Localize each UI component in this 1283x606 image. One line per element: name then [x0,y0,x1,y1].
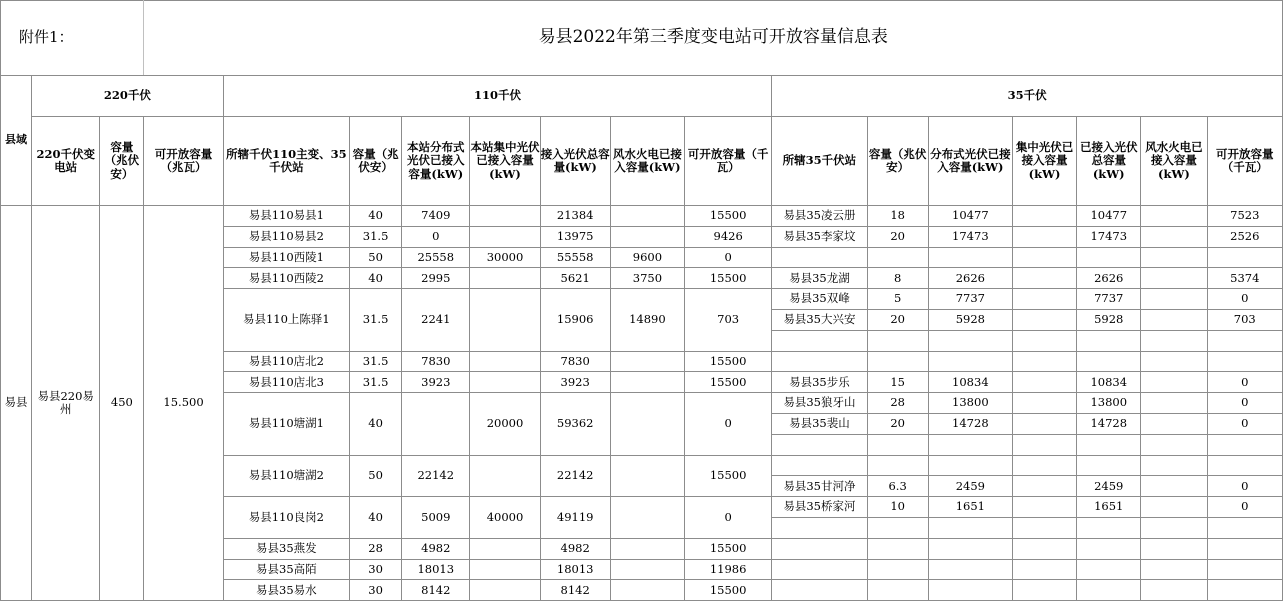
row35-open [1207,517,1282,538]
row110-station: 易县110西陵2 [223,268,349,289]
row35-open [1207,247,1282,268]
group-header-35kv: 35千伏 [772,76,1283,117]
row35-dist-pv: 10834 [928,372,1012,393]
row35-total-pv [1077,434,1141,455]
header-110-open: 可开放容量（千瓦） [685,117,772,206]
row35-open: 0 [1207,413,1282,434]
row35-capacity [867,538,928,559]
row110-wind-hydro [610,351,684,372]
row35-central-pv [1012,206,1076,227]
row110-central-pv: 40000 [470,497,540,539]
row35-open: 0 [1207,476,1282,497]
row110-central-pv [470,559,540,580]
row110-central-pv [470,538,540,559]
row110-total-pv: 18013 [540,559,610,580]
row110-total-pv: 21384 [540,206,610,227]
row35-capacity [867,351,928,372]
row110-total-pv: 13975 [540,226,610,247]
row110-open: 15500 [685,206,772,227]
row110-dist-pv: 3923 [402,372,470,393]
row35-total-pv [1077,330,1141,351]
row35-dist-pv [928,580,1012,601]
row35-open: 2526 [1207,226,1282,247]
row110-dist-pv: 7830 [402,351,470,372]
row35-capacity: 6.3 [867,476,928,497]
row35-station: 易县35步乐 [772,372,867,393]
row35-dist-pv [928,538,1012,559]
row110-open: 15500 [685,580,772,601]
row35-open: 0 [1207,497,1282,518]
header-110-dist-pv: 本站分布式光伏已接入容量(kW) [402,117,470,206]
row35-capacity [867,580,928,601]
row110-capacity: 40 [350,206,402,227]
row110-capacity: 28 [350,538,402,559]
row35-open [1207,351,1282,372]
row110-dist-pv: 2995 [402,268,470,289]
row35-central-pv [1012,476,1076,497]
row35-capacity: 28 [867,393,928,414]
row35-open: 5374 [1207,268,1282,289]
row110-total-pv: 15906 [540,289,610,351]
row110-open: 0 [685,247,772,268]
row35-capacity: 5 [867,289,928,310]
row35-central-pv [1012,434,1076,455]
row35-capacity: 10 [867,497,928,518]
row35-wind-hydro [1141,455,1207,476]
row35-capacity: 20 [867,309,928,330]
row35-central-pv [1012,497,1076,518]
row110-capacity: 30 [350,559,402,580]
row35-station [772,455,867,476]
header-110-wind-hydro: 风水火电已接入容量(kW) [610,117,684,206]
row35-wind-hydro [1141,372,1207,393]
station-220-capacity: 450 [100,206,144,601]
row35-open: 0 [1207,289,1282,310]
row35-dist-pv [928,455,1012,476]
row35-capacity [867,330,928,351]
row35-central-pv [1012,372,1076,393]
row35-station [772,330,867,351]
row35-total-pv [1077,559,1141,580]
row35-wind-hydro [1141,268,1207,289]
row35-wind-hydro [1141,538,1207,559]
row35-total-pv: 14728 [1077,413,1141,434]
row110-capacity: 50 [350,247,402,268]
row35-central-pv [1012,330,1076,351]
row35-total-pv [1077,538,1141,559]
row110-station: 易县110塘湖1 [223,393,349,455]
row110-wind-hydro [610,538,684,559]
row35-open: 0 [1207,372,1282,393]
header-35-total-pv: 已接入光伏总容量(kW) [1077,117,1141,206]
row35-dist-pv: 17473 [928,226,1012,247]
row35-wind-hydro [1141,559,1207,580]
row35-dist-pv [928,247,1012,268]
row110-station: 易县110西陵1 [223,247,349,268]
row110-wind-hydro [610,559,684,580]
row35-central-pv [1012,351,1076,372]
page-title: 易县2022年第三季度变电站可开放容量信息表 [144,1,1283,76]
row110-capacity: 50 [350,455,402,497]
row35-wind-hydro [1141,476,1207,497]
row110-central-pv [470,289,540,351]
row110-dist-pv: 8142 [402,580,470,601]
row35-dist-pv: 2459 [928,476,1012,497]
row35-capacity [867,559,928,580]
station-220-name: 易县220易州 [32,206,100,601]
row35-central-pv [1012,455,1076,476]
row110-central-pv [470,268,540,289]
row35-open: 7523 [1207,206,1282,227]
row110-station: 易县110易县2 [223,226,349,247]
row110-wind-hydro [610,206,684,227]
row110-central-pv [470,372,540,393]
row35-central-pv [1012,559,1076,580]
row110-dist-pv: 18013 [402,559,470,580]
row110-station: 易县110店北2 [223,351,349,372]
row35-station [772,517,867,538]
row35-dist-pv [928,351,1012,372]
row110-open: 11986 [685,559,772,580]
row35-station: 易县35李家坟 [772,226,867,247]
row110-dist-pv: 0 [402,226,470,247]
row35-wind-hydro [1141,226,1207,247]
row35-total-pv: 5928 [1077,309,1141,330]
row110-capacity: 40 [350,393,402,455]
station-220-open-capacity: 15.500 [144,206,223,601]
row35-dist-pv [928,517,1012,538]
row35-dist-pv: 5928 [928,309,1012,330]
row35-total-pv: 10834 [1077,372,1141,393]
row35-dist-pv [928,434,1012,455]
row35-station [772,580,867,601]
row35-central-pv [1012,580,1076,601]
row110-open: 0 [685,497,772,539]
row35-central-pv [1012,413,1076,434]
row110-capacity: 31.5 [350,351,402,372]
row110-total-pv: 4982 [540,538,610,559]
row35-central-pv [1012,538,1076,559]
row35-capacity [867,247,928,268]
row35-station: 易县35桥家河 [772,497,867,518]
row110-open: 703 [685,289,772,351]
row35-dist-pv: 2626 [928,268,1012,289]
row110-central-pv [470,206,540,227]
row110-open: 15500 [685,372,772,393]
row110-open: 15500 [685,455,772,497]
row110-open: 0 [685,393,772,455]
row110-capacity: 30 [350,580,402,601]
row35-capacity: 8 [867,268,928,289]
row35-total-pv [1077,247,1141,268]
row35-capacity: 20 [867,413,928,434]
row35-total-pv: 13800 [1077,393,1141,414]
row35-wind-hydro [1141,434,1207,455]
row35-total-pv: 2459 [1077,476,1141,497]
row110-dist-pv: 2241 [402,289,470,351]
row110-capacity: 31.5 [350,372,402,393]
row110-wind-hydro [610,372,684,393]
row110-station: 易县110店北3 [223,372,349,393]
header-35-wind-hydro: 风水火电已接入容量(kW) [1141,117,1207,206]
header-35-central-pv: 集中光伏已接入容量(kW) [1012,117,1076,206]
row35-open [1207,330,1282,351]
header-110-capacity: 容量（兆伏安） [350,117,402,206]
row35-wind-hydro [1141,497,1207,518]
row110-open: 15500 [685,268,772,289]
row35-wind-hydro [1141,330,1207,351]
row110-station: 易县35易水 [223,580,349,601]
row35-dist-pv: 10477 [928,206,1012,227]
row35-open [1207,559,1282,580]
header-220-station: 220千伏变电站 [32,117,100,206]
row110-total-pv: 49119 [540,497,610,539]
row35-total-pv: 7737 [1077,289,1141,310]
row35-central-pv [1012,289,1076,310]
row35-total-pv [1077,580,1141,601]
header-35-open: 可开放容量（千瓦） [1207,117,1282,206]
row110-dist-pv: 5009 [402,497,470,539]
row35-total-pv: 1651 [1077,497,1141,518]
group-header-110kv: 110千伏 [223,76,772,117]
row110-wind-hydro [610,580,684,601]
row35-central-pv [1012,517,1076,538]
row35-wind-hydro [1141,309,1207,330]
header-220-capacity: 容量（兆伏安） [100,117,144,206]
row110-station: 易县110良岗2 [223,497,349,539]
row110-wind-hydro: 9600 [610,247,684,268]
row110-total-pv: 8142 [540,580,610,601]
row35-capacity: 18 [867,206,928,227]
row110-dist-pv [402,393,470,455]
row110-central-pv [470,580,540,601]
row35-open [1207,455,1282,476]
row35-wind-hydro [1141,517,1207,538]
row110-wind-hydro [610,497,684,539]
row110-total-pv: 3923 [540,372,610,393]
row110-wind-hydro: 14890 [610,289,684,351]
row110-open: 9426 [685,226,772,247]
row110-open: 15500 [685,351,772,372]
row35-station [772,351,867,372]
row110-wind-hydro [610,226,684,247]
row110-dist-pv: 4982 [402,538,470,559]
row35-total-pv [1077,351,1141,372]
row35-total-pv: 17473 [1077,226,1141,247]
row35-wind-hydro [1141,351,1207,372]
row35-central-pv [1012,393,1076,414]
row35-dist-pv [928,559,1012,580]
row35-capacity: 15 [867,372,928,393]
row35-station [772,247,867,268]
row110-total-pv: 22142 [540,455,610,497]
row35-open [1207,434,1282,455]
row35-wind-hydro [1141,247,1207,268]
row35-station: 易县35大兴安 [772,309,867,330]
row35-wind-hydro [1141,413,1207,434]
row110-station: 易县110易县1 [223,206,349,227]
row110-capacity: 40 [350,268,402,289]
header-220-open: 可开放容量（兆瓦） [144,117,223,206]
row35-capacity [867,517,928,538]
row110-capacity: 31.5 [350,226,402,247]
row35-station [772,538,867,559]
row35-wind-hydro [1141,289,1207,310]
row110-central-pv [470,226,540,247]
row35-dist-pv: 14728 [928,413,1012,434]
row110-total-pv: 59362 [540,393,610,455]
row35-total-pv [1077,455,1141,476]
row35-station: 易县35狼牙山 [772,393,867,414]
annex-label: 附件1： [1,1,144,76]
row110-station: 易县35燕发 [223,538,349,559]
county-name: 易县 [1,206,32,601]
row110-station: 易县110上陈驿1 [223,289,349,351]
header-35-capacity: 容量（兆伏安） [867,117,928,206]
row35-dist-pv: 13800 [928,393,1012,414]
row110-dist-pv: 7409 [402,206,470,227]
header-110-central-pv: 本站集中光伏已接入容量(kW) [470,117,540,206]
row110-total-pv: 55558 [540,247,610,268]
row110-station: 易县110塘湖2 [223,455,349,497]
row35-capacity [867,434,928,455]
row35-dist-pv: 1651 [928,497,1012,518]
row35-total-pv: 2626 [1077,268,1141,289]
row35-station: 易县35凌云册 [772,206,867,227]
header-35-station: 所辖35千伏站 [772,117,867,206]
header-110-station: 所辖千伏110主变、35千伏站 [223,117,349,206]
table-row [1,206,1283,227]
row35-station: 易县35甘河净 [772,476,867,497]
group-header-220kv: 220千伏 [32,76,224,117]
row110-wind-hydro: 3750 [610,268,684,289]
row110-wind-hydro [610,393,684,455]
row35-capacity: 20 [867,226,928,247]
row35-central-pv [1012,226,1076,247]
county-header: 县域 [1,76,32,206]
row35-open: 0 [1207,393,1282,414]
row35-open [1207,580,1282,601]
row35-open [1207,538,1282,559]
row35-open: 703 [1207,309,1282,330]
row35-total-pv: 10477 [1077,206,1141,227]
row110-dist-pv: 25558 [402,247,470,268]
row110-open: 15500 [685,538,772,559]
row110-capacity: 31.5 [350,289,402,351]
row110-total-pv: 7830 [540,351,610,372]
row35-station: 易县35裴山 [772,413,867,434]
row35-station: 易县35双峰 [772,289,867,310]
header-35-dist-pv: 分布式光伏已接入容量(kW) [928,117,1012,206]
row35-total-pv [1077,517,1141,538]
row110-total-pv: 5621 [540,268,610,289]
row35-station [772,559,867,580]
row35-wind-hydro [1141,393,1207,414]
row110-central-pv [470,351,540,372]
row35-station: 易县35龙湖 [772,268,867,289]
row110-central-pv: 30000 [470,247,540,268]
row35-dist-pv [928,330,1012,351]
row35-central-pv [1012,309,1076,330]
row35-dist-pv: 7737 [928,289,1012,310]
row110-dist-pv: 22142 [402,455,470,497]
row35-central-pv [1012,247,1076,268]
row110-station: 易县35高陌 [223,559,349,580]
row35-central-pv [1012,268,1076,289]
header-110-total-pv: 接入光伏总容量(kW) [540,117,610,206]
row35-wind-hydro [1141,206,1207,227]
row35-station [772,434,867,455]
row110-wind-hydro [610,455,684,497]
row35-wind-hydro [1141,580,1207,601]
row110-capacity: 40 [350,497,402,539]
row35-capacity [867,455,928,476]
row110-central-pv [470,455,540,497]
row110-central-pv: 20000 [470,393,540,455]
